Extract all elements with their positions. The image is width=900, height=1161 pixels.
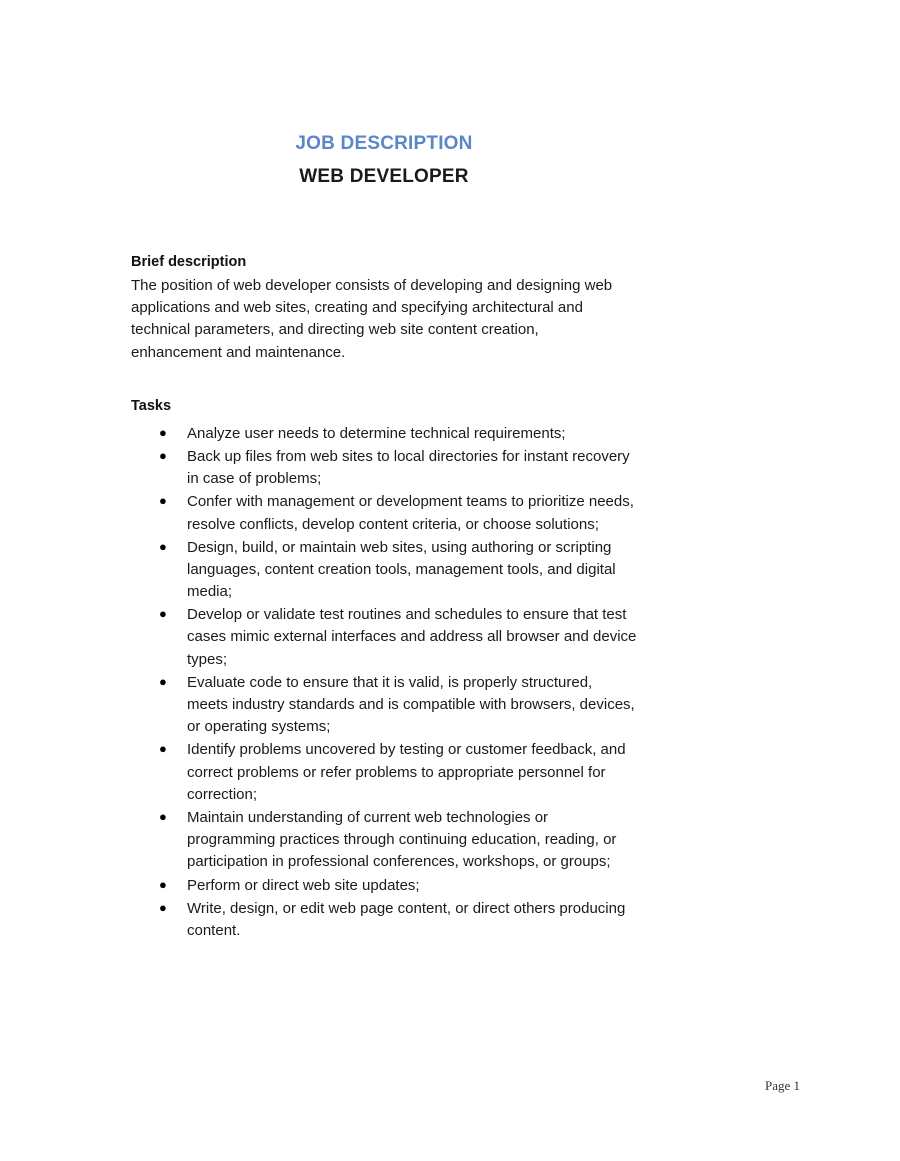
bullet-icon: ● bbox=[159, 538, 167, 554]
list-item-text: Design, build, or maintain web sites, using authoring or scripting languages, content creation tools, management tools, and digital media; bbox=[187, 538, 616, 601]
list-item-text: Back up files from web sites to local directories for instant recovery in case of problems; bbox=[187, 447, 630, 488]
brief-description-heading: Brief description bbox=[131, 254, 247, 270]
bullet-icon: ● bbox=[159, 673, 167, 689]
list-item bbox=[131, 604, 637, 671]
list-item-text: Evaluate code to ensure that it is valid, is properly structured, meets industry standards and is compatible with browsers, devices, or operating systems; bbox=[187, 673, 635, 736]
list-item-text: Identify problems uncovered by testing or customer feedback, and correct problems or refer problems to appropriate personnel for correction; bbox=[187, 741, 626, 803]
bullet-icon: ● bbox=[159, 899, 167, 915]
list-item bbox=[131, 423, 637, 445]
list-item bbox=[131, 898, 637, 942]
tasks-heading: Tasks bbox=[131, 397, 172, 414]
bullet-icon: ● bbox=[159, 808, 167, 824]
bullet-icon: ● bbox=[159, 876, 167, 892]
list-item bbox=[131, 807, 637, 874]
document-title: JOB DESCRIPTION bbox=[295, 133, 473, 154]
bullet-icon: ● bbox=[159, 493, 167, 509]
list-item-text: Perform or direct web site updates; bbox=[187, 876, 420, 894]
document-subtitle: WEB DEVELOPER bbox=[299, 166, 469, 187]
list-item bbox=[131, 491, 637, 535]
list-item bbox=[131, 446, 637, 490]
bullet-icon: ● bbox=[159, 424, 167, 440]
bullet-icon: ● bbox=[159, 606, 167, 622]
list-item-text: Develop or validate test routines and schedules to ensure that test cases mimic external interfaces and address all browser and device types; bbox=[187, 606, 637, 668]
list-item-text: Write, design, or edit web page content, or direct others producing content. bbox=[187, 899, 626, 939]
bullet-icon: ● bbox=[159, 741, 167, 757]
list-item bbox=[131, 672, 637, 739]
document-body bbox=[131, 252, 651, 943]
page-number-footer: Page 1 bbox=[764, 1078, 800, 1093]
list-item-text: Analyze user needs to determine technical requirements; bbox=[187, 424, 566, 442]
list-item bbox=[131, 537, 637, 604]
bullet-icon: ● bbox=[159, 447, 167, 463]
list-item bbox=[131, 875, 637, 897]
list-item-text: Maintain understanding of current web technologies or programming practices through continuing education, reading, or participation in professional conferences, workshops, or groups; bbox=[187, 808, 617, 871]
list-item bbox=[131, 739, 637, 806]
tasks-list bbox=[131, 423, 651, 942]
brief-description-text: The position of web developer consists of developing and designing web applications and web sites, creating and specifying architectural and technical parameters, and directing web site content creation, enhancement and maintenance. bbox=[131, 277, 613, 361]
list-item-text: Confer with management or development teams to prioritize needs, resolve conflicts, develop content criteria, or choose solutions; bbox=[187, 493, 634, 533]
